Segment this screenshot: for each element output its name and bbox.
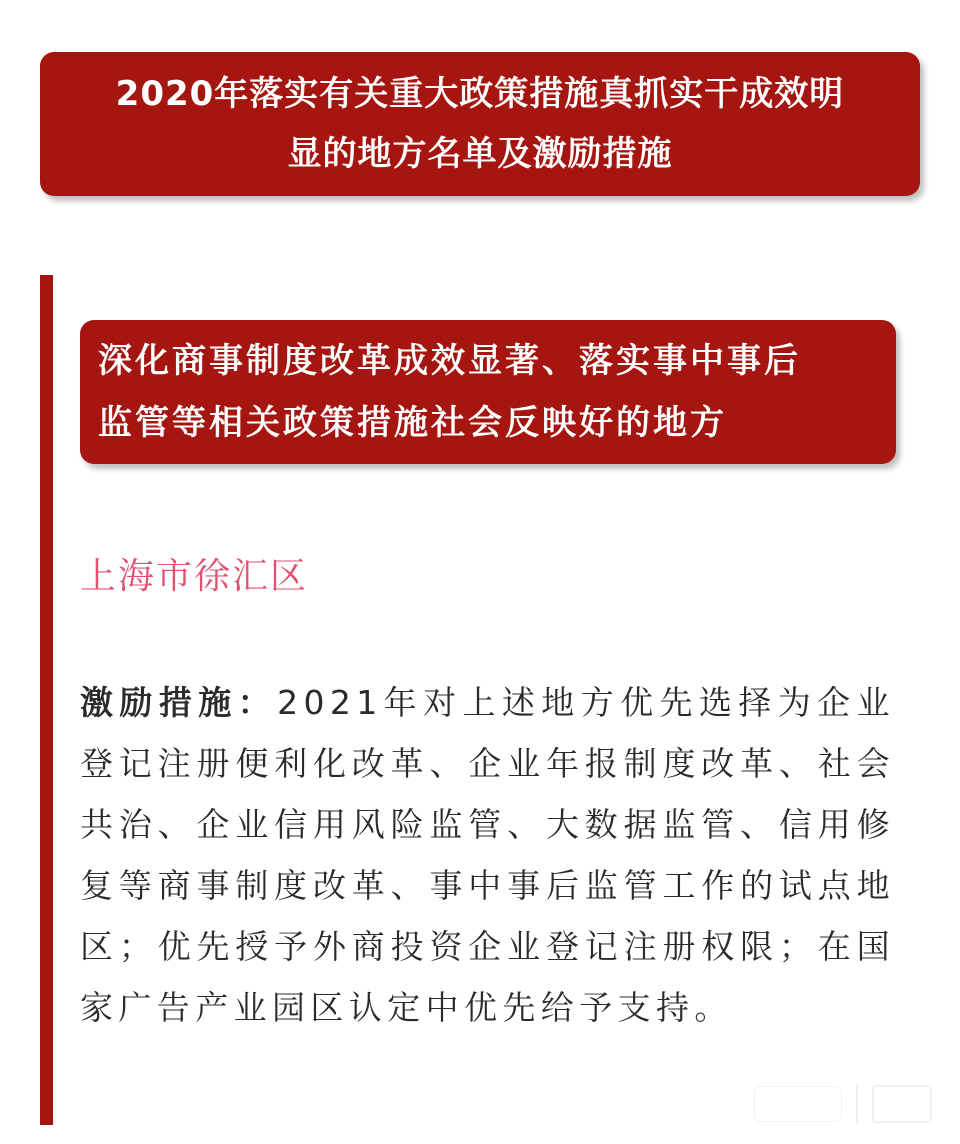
- section-banner: [80, 320, 896, 464]
- watermark-logo-secondary: [872, 1085, 932, 1123]
- page-title: 2020年落实有关重大政策措施真抓实干成效明 显的地方名单及激励措施: [115, 74, 845, 174]
- place-name: 上海市徐汇区: [80, 556, 309, 597]
- incentive-measures-text: 2021年对上述地方优先选择为企业登记注册便利化改革、企业年报制度改革、社会共治、企业信用风险监管、大数据监管、信用修复等商事制度改革、事中事后监管工作的试点地区；优先授予外商投资企业登记注册权限；在国家广告产业园区认定中优先给予支持。: [80, 683, 895, 1027]
- header-banner: [40, 52, 920, 196]
- section-title: 深化商事制度改革成效显著、落实事中事后 监管等相关政策措施社会反映好的地方: [98, 341, 801, 443]
- incentive-measures-paragraph: [80, 672, 895, 1038]
- section-left-rule: [40, 275, 53, 1125]
- watermark-logo: [754, 1086, 842, 1122]
- watermark: [754, 1084, 932, 1124]
- incentive-measures-label: 激励措施：: [80, 683, 278, 722]
- watermark-divider: [856, 1084, 858, 1124]
